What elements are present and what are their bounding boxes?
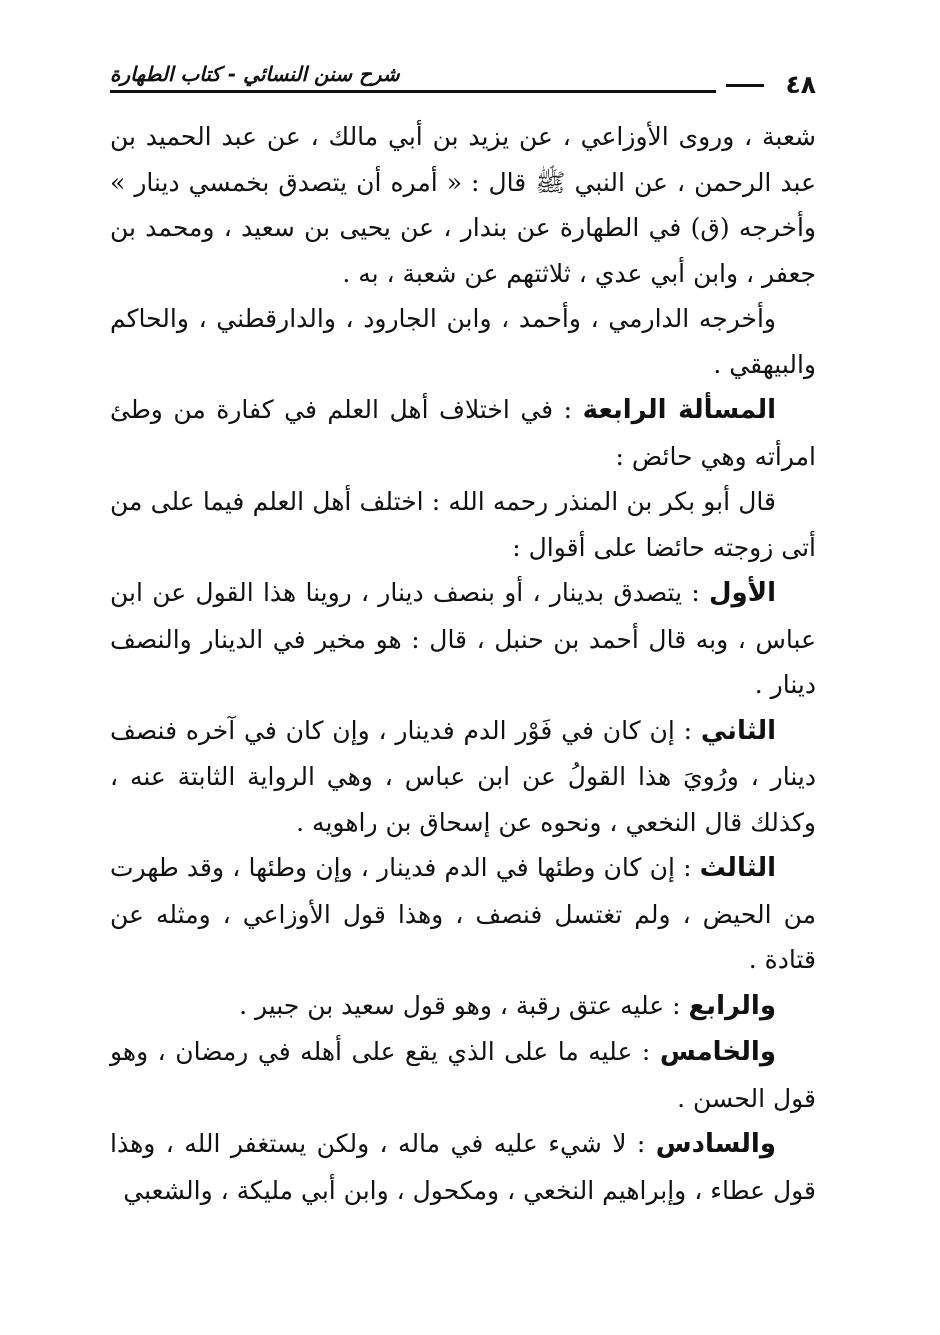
paragraph-ibn-al-mundhir	[110, 479, 816, 570]
paragraph-text: شعبة ، وروى الأوزاعي ، عن يزيد بن أبي مالك ، عن عبد الحميد بن عبد الرحمن ، عن النبي ﷺ قال : « أمره أن يتصدق بخمسي دينار » وأخرجه (ق) في الطهارة عن بندار ، عن يحيى بن سعيد ، ومحمد بن جعفر ، وابن أبي عدي ، ثلاثتهم عن شعبة ، به .	[110, 122, 816, 288]
paragraph-takhrij	[110, 296, 816, 387]
header-rule	[110, 90, 716, 93]
paragraph-text: : لا شيء عليه في ماله ، ولكن يستغفر الله ، وهذا قول عطاء ، وإبراهيم النخعي ، ومكحول ، وابن أبي مليكة ، والشعبي	[110, 1129, 816, 1205]
paragraph-opinion-3	[110, 845, 816, 983]
paragraph-text: : يتصدق بدينار ، أو بنصف دينار ، روينا هذا القول عن ابن عباس ، وبه قال أحمد بن حنبل ، قال : هو مخير في الدينار والنصف دينار .	[110, 578, 816, 699]
body-text	[110, 114, 816, 1213]
paragraph-continuation	[110, 114, 816, 296]
paragraph-term: المسألة الرابعة	[582, 395, 777, 425]
paragraph-opinion-5	[110, 1029, 816, 1121]
page-header	[110, 62, 816, 102]
paragraph-opinion-4	[110, 983, 816, 1030]
paragraph-text: : إن كان وطئها في الدم فدينار ، وإن وطئها ، وقد طهرت من الحيض ، ولم تغتسل فنصف ، وهذا قول الأوزاعي ، ومثله عن قتادة .	[110, 853, 816, 974]
paragraph-term: والخامس	[659, 1037, 776, 1067]
paragraph-opinion-2	[110, 708, 816, 846]
paragraph-term: والرابع	[688, 990, 776, 1021]
paragraph-term: الأول	[709, 578, 776, 608]
paragraph-text: : عليه عتق رقبة ، وهو قول سعيد بن جبير .	[239, 990, 689, 1020]
running-title: شرح سنن النسائي - كتاب الطهارة	[110, 62, 400, 86]
paragraph-text: قال أبو بكر بن المنذر رحمه الله : اختلف أهل العلم فيما على من أتى زوجته حائضا على أقوال :	[110, 487, 816, 562]
paragraph-term: الثالث	[699, 853, 776, 883]
paragraph-text: وأخرجه الدارمي ، وأحمد ، وابن الجارود ، والدارقطني ، والحاكم والبيهقي .	[110, 304, 816, 379]
paragraph-text: : عليه ما على الذي يقع على أهله في رمضان ، وهو قول الحسن .	[110, 1037, 816, 1113]
paragraph-term: الثاني	[700, 715, 776, 746]
paragraph-term: والسادس	[655, 1129, 776, 1159]
paragraph-text: : في اختلاف أهل العلم في كفارة من وطئ امرأته وهي حائض :	[110, 395, 816, 471]
page-number: ٤٨	[785, 70, 816, 99]
paragraph-issue-four	[110, 387, 816, 479]
page-number-rule	[726, 84, 764, 87]
paragraph-opinion-6	[110, 1121, 816, 1213]
paragraph-opinion-1	[110, 570, 816, 708]
paragraph-text: : إن كان في فَوْر الدم فدينار ، وإن كان في آخره فنصف دينار ، ورُويَ هذا القولُ عن ابن عباس ، وهي الرواية الثابتة عنه ، وكذلك قال النخعي ، ونحوه عن إسحاق بن راهويه .	[110, 715, 816, 837]
